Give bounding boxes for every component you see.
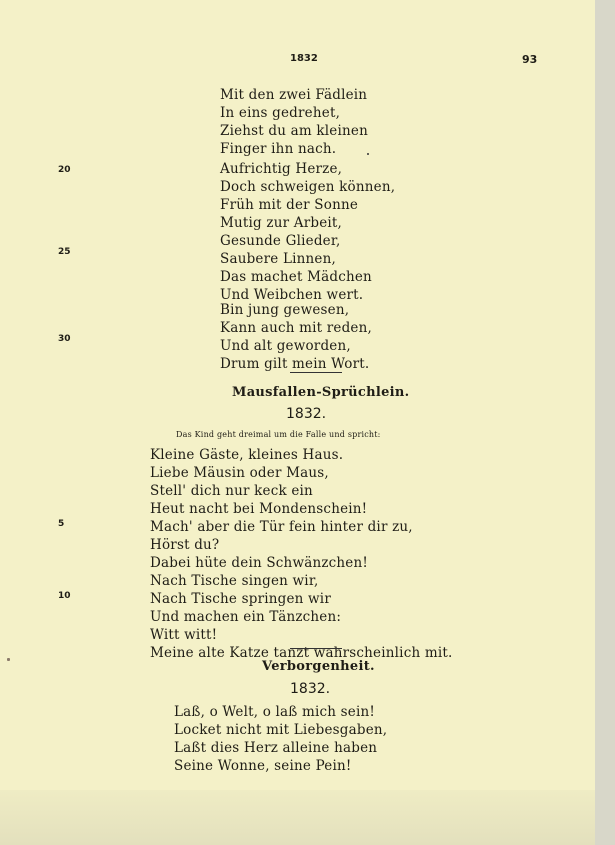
line-number: 20 (58, 165, 71, 175)
verse-line: Nach Tische singen wir, (150, 573, 319, 589)
page-edge-shadow (595, 0, 615, 845)
poem-year: 1832. (286, 406, 327, 422)
page-blemish (7, 658, 10, 661)
verse-line: Und machen ein Tänzchen: (150, 609, 342, 625)
verse-line: Ziehst du am kleinen (220, 123, 368, 139)
stanza-2 (220, 160, 395, 304)
verse-line: Locket nicht mit Liebesgaben, (174, 722, 388, 738)
verse-line: Dabei hüte dein Schwänzchen! (150, 555, 369, 571)
verse-line: Nach Tische springen wir (150, 591, 331, 607)
verse-line: Mutig zur Arbeit, (220, 215, 343, 231)
line-number: 30 (58, 334, 71, 344)
line-number: 10 (58, 591, 71, 601)
verse-line: Bin jung gewesen, (220, 302, 350, 318)
verse-line: Und alt geworden, (220, 338, 351, 354)
verse-line: Laß, o Welt, o laß mich sein! (174, 704, 376, 720)
verse-line: Saubere Linnen, (220, 251, 337, 267)
stanza-1 (220, 86, 368, 158)
verse-line: Mit den zwei Fädlein (220, 87, 368, 103)
verse-line: Doch schweigen können, (220, 179, 396, 195)
verse-line: Heut nacht bei Mondenschein! (150, 501, 368, 517)
verse-line: Drum gilt mein Wort. (220, 356, 370, 372)
verse-line: Und Weibchen wert. (220, 287, 364, 303)
verse-line: Seine Wonne, seine Pein! (174, 758, 352, 774)
verse-line: Aufrichtig Herze, (220, 161, 343, 177)
verse-line: Kann auch mit reden, (220, 320, 372, 336)
poem-title: Mausfallen-Sprüchlein. (232, 385, 410, 400)
page-number: 93 (522, 53, 538, 66)
line-number: 25 (58, 247, 71, 257)
stanza-3 (220, 301, 372, 373)
stage-direction: Das Kind geht dreimal um die Falle und spricht: (176, 430, 381, 439)
verse-line: Das machet Mädchen (220, 269, 372, 285)
verse-line: Gesunde Glieder, (220, 233, 341, 249)
poem-3-body (174, 703, 387, 775)
poem-year: 1832. (290, 681, 331, 697)
verse-line: Kleine Gäste, kleines Haus. (150, 447, 344, 463)
verse-line: Meine alte Katze tanzt wahrscheinlich mit. (150, 645, 453, 661)
verse-line: Finger ihn nach. (220, 141, 337, 157)
running-head-year: 1832 (290, 53, 318, 64)
verse-line: Früh mit der Sonne (220, 197, 359, 213)
verse-line: Liebe Mäusin oder Maus, (150, 465, 329, 481)
verse-line: Hörst du? (150, 537, 220, 553)
poem-2-body (150, 446, 452, 662)
verse-line: Stell' dich nur keck ein (150, 483, 313, 499)
page-bottom-shadow (0, 790, 595, 845)
verse-line: In eins gedrehet, (220, 105, 341, 121)
verse-line: Mach' aber die Tür fein hinter dir zu, (150, 519, 413, 535)
verse-line: Witt witt! (150, 627, 218, 643)
verse-line: Laßt dies Herz alleine haben (174, 740, 378, 756)
ink-speck (367, 153, 369, 155)
section-divider (290, 372, 342, 373)
section-divider (290, 648, 342, 649)
poem-title: Verborgenheit. (262, 659, 375, 674)
line-number: 5 (58, 519, 65, 529)
